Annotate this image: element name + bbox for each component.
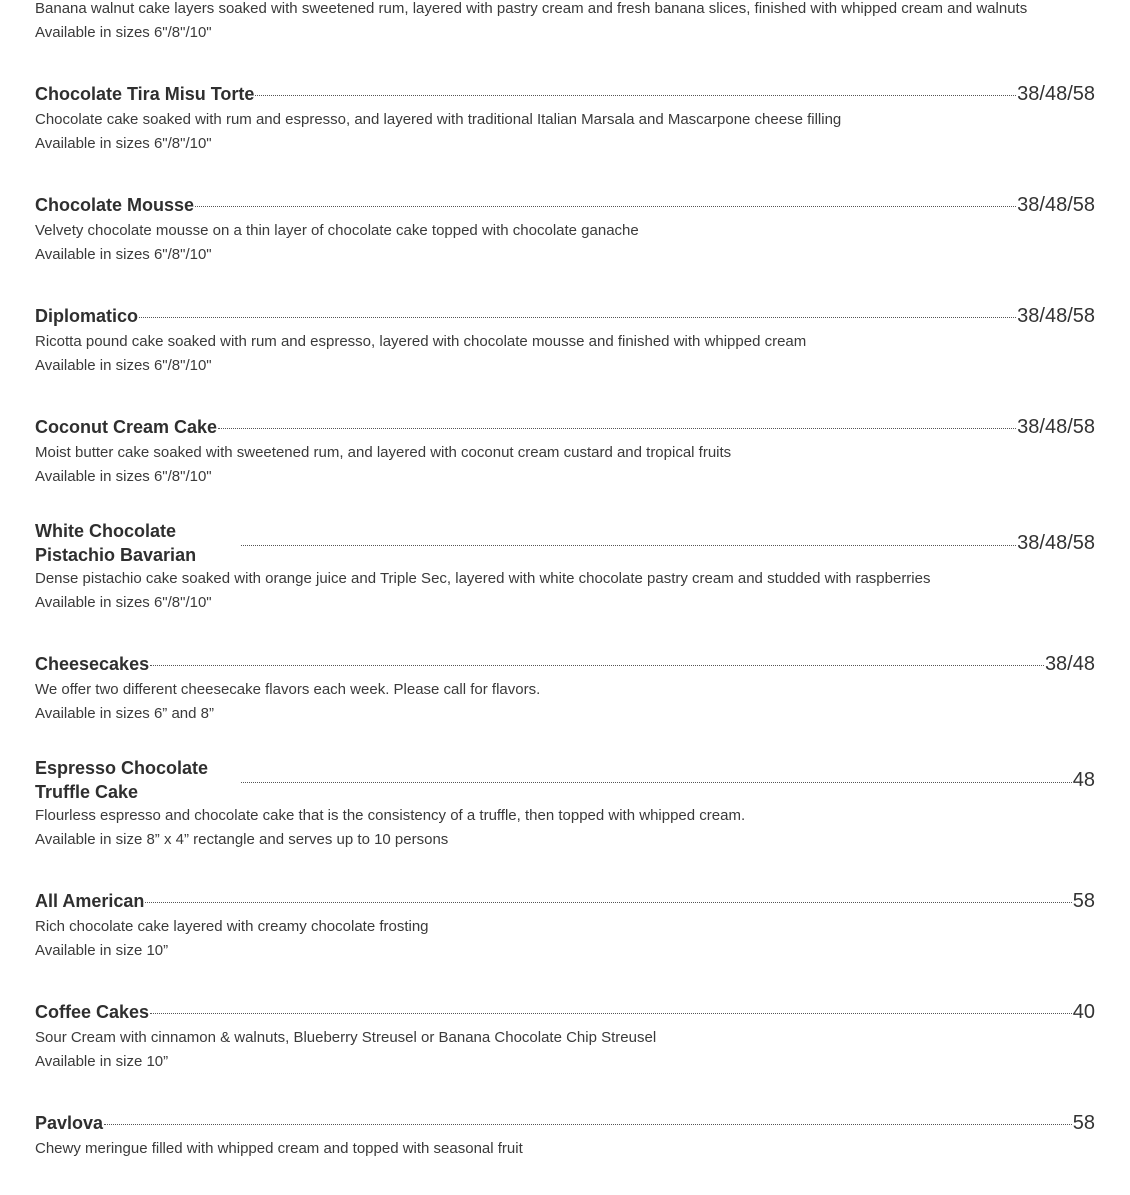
- menu-item-sizes: Available in sizes 6” and 8”: [35, 705, 214, 722]
- menu-item-sizes: Available in size 8” x 4” rectangle and serves up to 10 persons: [35, 831, 449, 848]
- menu-item-title: Coconut Cream Cake: [35, 416, 218, 437]
- menu-item-title: Cheesecakes: [35, 653, 150, 674]
- menu-item-price: 38/48/58: [1017, 415, 1095, 438]
- dot-leader: [255, 95, 1016, 96]
- menu-item-sizes: Available in sizes 6"/8"/10": [35, 594, 212, 611]
- menu-item: [35, 190, 1095, 267]
- menu-item-header: [35, 997, 1095, 1026]
- menu-item-price: 40: [1072, 1000, 1095, 1023]
- menu-item-header: [35, 79, 1095, 108]
- dot-leader: [241, 782, 1072, 783]
- menu-item-header: [35, 412, 1095, 441]
- menu-item-description: Rich chocolate cake layered with creamy chocolate frosting: [35, 918, 429, 935]
- menu-item-description: Banana walnut cake layers soaked with sweetened rum, layered with pastry cream and fresh banana slices, finished with whipped cream and walnuts: [35, 0, 1028, 17]
- menu-item-sizes: Available in size 10”: [35, 942, 169, 959]
- menu-item: [35, 756, 1095, 852]
- menu-item: [35, 79, 1095, 156]
- menu-item-title: Pavlova: [35, 1112, 104, 1133]
- menu-item-price: 38/48/58: [1017, 193, 1095, 216]
- menu-item: [35, 301, 1095, 378]
- menu-item-header: [35, 649, 1095, 678]
- menu-item: [35, 997, 1095, 1074]
- menu-item-price: 38/48/58: [1017, 532, 1095, 554]
- menu-item-sizes: Available in sizes 6"/8"/10": [35, 468, 212, 485]
- menu-item-header: [35, 190, 1095, 219]
- menu-item-sizes: Available in size 10”: [35, 1053, 169, 1070]
- menu-item: [35, 519, 1095, 615]
- menu-item-description: Ricotta pound cake soaked with rum and espresso, layered with chocolate mousse and finished with whipped cream: [35, 333, 807, 350]
- menu-item-sizes: Available in sizes 6"/8"/10": [35, 135, 212, 152]
- menu-item-sizes: Available in sizes 6"/8"/10": [35, 357, 212, 374]
- menu-item: [35, 412, 1095, 489]
- menu-item-title: All American: [35, 890, 145, 911]
- menu-item-price: 48: [1072, 769, 1095, 791]
- menu-item-description: Dense pistachio cake soaked with orange juice and Triple Sec, layered with white chocolate pastry cream and studded with raspberries: [35, 570, 931, 587]
- dot-leader: [104, 1124, 1072, 1125]
- menu-item-description: Velvety chocolate mousse on a thin layer of chocolate cake topped with chocolate ganache: [35, 222, 639, 239]
- dot-leader: [241, 545, 1016, 546]
- menu-item-title: Coffee Cakes: [35, 1001, 150, 1022]
- menu-item-description: Sour Cream with cinnamon & walnuts, Blueberry Streusel or Banana Chocolate Chip Streusel: [35, 1029, 657, 1046]
- menu-item: [35, 1108, 1095, 1161]
- menu-item-price: 58: [1072, 1111, 1095, 1134]
- menu-item-sizes: Available in sizes 6"/8"/10": [35, 246, 212, 263]
- menu-item-description: Moist butter cake soaked with sweetened rum, and layered with coconut cream custard and tropical fruits: [35, 444, 732, 461]
- menu-item-header: [35, 301, 1095, 330]
- menu-item-title: White Chocolate Pistachio Bavarian: [35, 521, 197, 565]
- menu-item-title: Chocolate Tira Misu Torte: [35, 83, 255, 104]
- menu-item: [35, 649, 1095, 726]
- menu-item-header: [35, 1108, 1095, 1137]
- menu-item-header: [35, 756, 1095, 804]
- dot-leader: [218, 428, 1016, 429]
- menu-item-price: 38/48/58: [1017, 304, 1095, 327]
- menu-item-title: Diplomatico: [35, 305, 139, 326]
- menu-item-description: Chewy meringue filled with whipped cream and topped with seasonal fruit: [35, 1140, 523, 1157]
- menu-item-header: [35, 519, 1095, 567]
- menu-item-title: Chocolate Mousse: [35, 194, 195, 215]
- menu-item-sizes: Available in sizes 6"/8"/10": [35, 24, 212, 41]
- menu-item-description: Chocolate cake soaked with rum and espresso, and layered with traditional Italian Marsala and Mascarpone cheese filling: [35, 111, 842, 128]
- dessert-menu: [35, 0, 1095, 1195]
- dot-leader: [150, 1013, 1072, 1014]
- menu-item-price: 38/48: [1044, 652, 1095, 675]
- menu-item: [35, 886, 1095, 963]
- menu-item-title: Espresso Chocolate Truffle Cake: [35, 758, 209, 802]
- dot-leader: [145, 902, 1071, 903]
- menu-item-price: 38/48/58: [1017, 82, 1095, 105]
- dot-leader: [139, 317, 1016, 318]
- dot-leader: [150, 665, 1044, 666]
- menu-item-header: [35, 886, 1095, 915]
- menu-item-price: 58: [1072, 889, 1095, 912]
- dot-leader: [195, 206, 1016, 207]
- menu-item-description: Flourless espresso and chocolate cake that is the consistency of a truffle, then topped with whipped cream.: [35, 807, 746, 824]
- menu-item: [35, 0, 1095, 45]
- menu-item-description: We offer two different cheesecake flavors each week. Please call for flavors.: [35, 681, 541, 698]
